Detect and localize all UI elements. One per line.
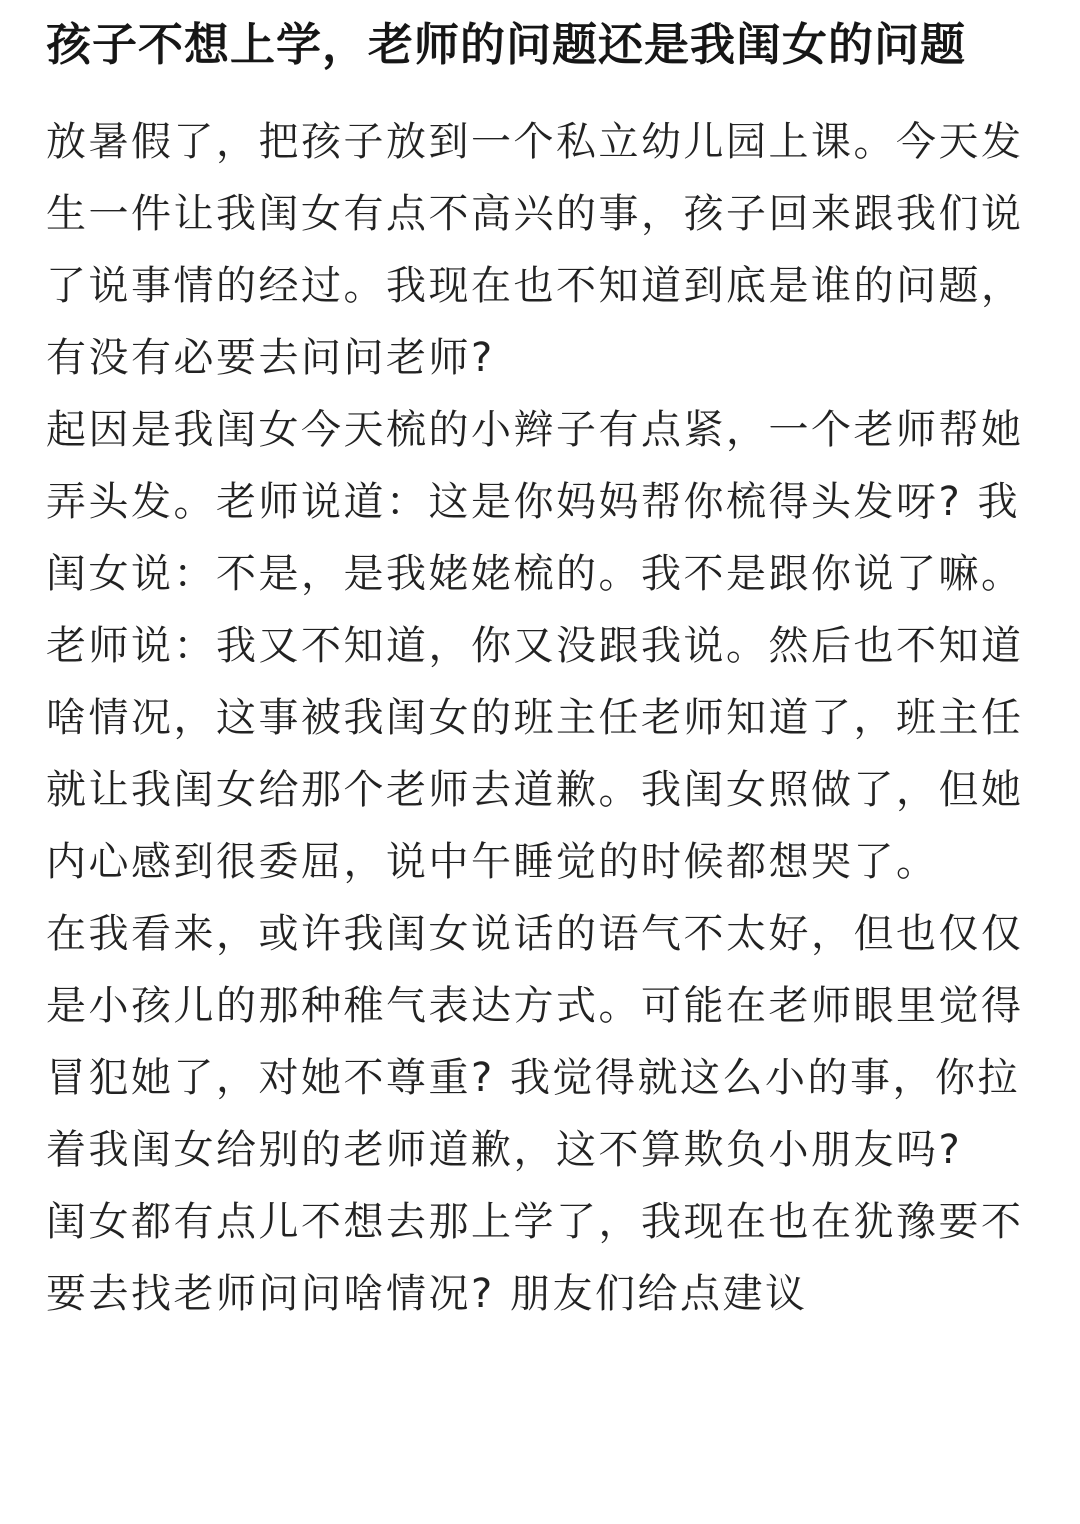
bottom-fade bbox=[0, 1480, 1080, 1524]
post-paragraph-3: 在我看来，或许我闺女说话的语气不太好，但也仅仅是小孩儿的那种稚气表达方式。可能在老师眼里觉得冒犯她了，对她不尊重? 我觉得就这么小的事，你拉着我闺女给别的老师道歉，这不算欺负小朋友吗? bbox=[46, 911, 1024, 1173]
post-paragraph-2: 起因是我闺女今天梳的小辫子有点紧，一个老师帮她弄头发。老师说道：这是你妈妈帮你梳得头发呀? 我闺女说：不是，是我姥姥梳的。我不是跟你说了嘛。老师说：我又不知道，你又没跟我说。然后也不知道啥情况，这事被我闺女的班主任老师知道了，班主任就让我闺女给那个老师去道歉。我闺女照做了，但她内心感到很委屈，说中午睡觉的时候都想哭了。 bbox=[46, 407, 1024, 885]
post-title: 孩子不想上学，老师的问题还是我闺女的问题 bbox=[46, 18, 967, 71]
post-paragraph-4: 闺女都有点儿不想去那上学了，我现在也在犹豫要不要去找老师问问啥情况? 朋友们给点建议 bbox=[46, 1199, 1024, 1317]
article bbox=[46, 0, 1036, 1330]
post-paragraph-1: 放暑假了，把孩子放到一个私立幼儿园上课。今天发生一件让我闺女有点不高兴的事，孩子回来跟我们说了说事情的经过。我现在也不知道到底是谁的问题，有没有必要去问问老师? bbox=[46, 119, 1024, 381]
